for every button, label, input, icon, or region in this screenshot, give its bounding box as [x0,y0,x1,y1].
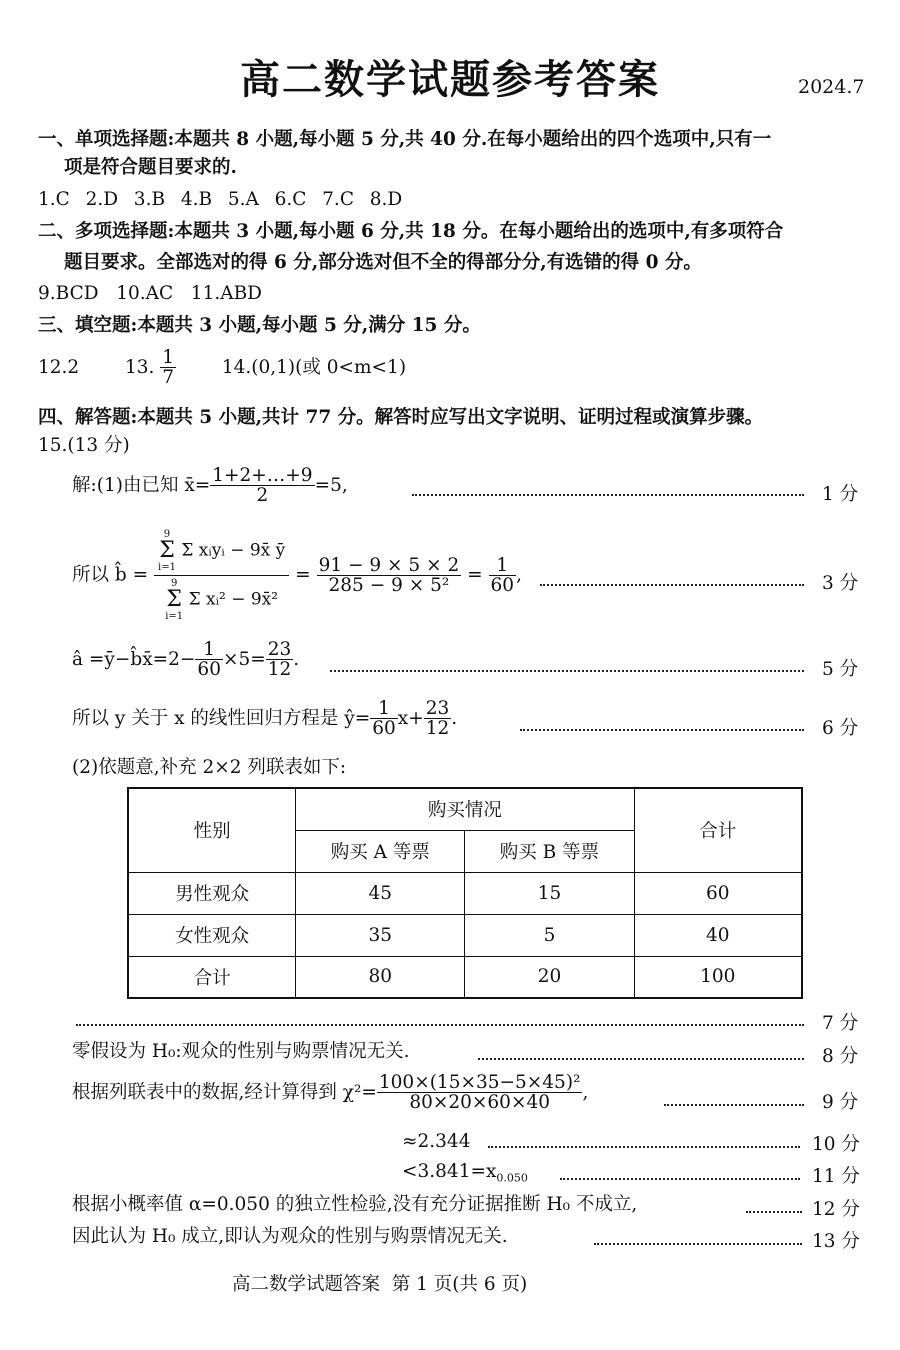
dot-leader [412,494,804,496]
answer-13-fraction: $\frac{1}{7}$ [162,347,175,389]
score-7: 7 分 [822,1013,859,1034]
contingency-table [127,787,803,999]
section1-heading-cont: 项是符合题目要求的. [64,157,237,178]
header-buy-a: 购买 A 等票 [296,830,465,872]
answer-12: 12.2 [38,356,80,378]
q15-bhat-line: 所以 b̂ = 9 Σ i=1 Σ xᵢyᵢ − 9x̄ ȳ 9 Σ i=1 Σ xᵢ² − 9x̄² = $\frac{91 - 9 \times 5 \times 2}{\text{285 − 9 × 5²}}$ = $\frac{1}{60}$ , [72,529,522,622]
score-3: 3 分 [822,573,859,594]
q15-label: 15.(13 分) [38,435,130,456]
dot-leader [488,1146,800,1148]
score-8: 8 分 [822,1046,859,1067]
dot-leader [520,729,804,731]
score-12: 12 分 [812,1199,860,1220]
header-gender: 性别 [128,788,296,872]
section2-heading-cont: 题目要求。全部选对的得 6 分,部分选对但不全的得部分分,有选错的得 0 分。 [64,252,702,273]
answer-14: 14.(0,1)(或 0<m<1) [221,356,407,378]
section2-heading: 二、多项选择题:本题共 3 小题,每小题 6 分,共 18 分。在每小题给出的选项中,有多项符合 [38,221,784,242]
header-total: 合计 [634,788,802,872]
header-purchase: 购买情况 [296,788,634,830]
q15-regression-line: 所以 y 关于 x 的线性回归方程是 ŷ= $\frac{1}{60}$ x+ $\frac{23}{12}$ . [72,698,458,740]
page-footer: 高二数学试题答案 第 1 页(共 6 页) [232,1274,528,1295]
q15-mean-line: 解:(1)由已知 x̄= $\frac{1+2+\dots+9}{2}$ =5, [72,465,348,507]
section1-answers: 1.C 2.D 3.B 4.B 5.A 6.C 7.C 8.D [38,189,403,210]
dot-leader [76,1024,804,1026]
answer-13-label: 13. [124,356,155,378]
critical-value: $<3.841=x_{0.050}$ [402,1161,528,1185]
dot-leader [594,1243,802,1245]
section2-answers: 9.BCD 10.AC 11.ABD [38,283,263,304]
dot-leader [664,1104,804,1106]
section3-heading: 三、填空题:本题共 3 小题,每小题 5 分,满分 15 分。 [38,315,481,336]
independence-test: 根据小概率值 α=0.050 的独立性检验,没有充分证据推断 H₀ 不成立, [72,1194,638,1215]
chi-square-approx: ≈2.344 [402,1131,471,1152]
dot-leader [746,1211,802,1213]
score-13: 13 分 [812,1231,860,1252]
dot-leader [330,670,804,672]
score-1: 1 分 [822,484,859,505]
dot-leader [560,1178,800,1180]
date: 2024.7 [798,76,865,98]
null-hypothesis: 零假设为 H₀:观众的性别与购票情况无关. [72,1041,410,1062]
score-6: 6 分 [822,718,859,739]
score-10: 10 分 [812,1134,860,1155]
q15-ahat-line: â =ȳ−b̂x̄=2− $\frac{1}{60}$ ×5= $\frac{23}{12}$ . [72,639,300,681]
header-buy-b: 购买 B 等票 [465,830,634,872]
dot-leader [540,584,804,586]
dot-leader [478,1058,804,1060]
page-title: 高二数学试题参考答案 [240,56,660,103]
score-5: 5 分 [822,659,859,680]
conclusion: 因此认为 H₀ 成立,即认为观众的性别与购票情况无关. [72,1226,508,1247]
section4-heading: 四、解答题:本题共 5 小题,共计 77 分。解答时应写出文字说明、证明过程或演算步骤。 [38,407,764,428]
score-9: 9 分 [822,1092,859,1113]
q15-part2-intro: (2)依题意,补充 2×2 列联表如下: [72,757,347,778]
chi-square-line: 根据列联表中的数据,经计算得到 χ²= $\frac{\text{100×(15×35−5×45)²}}{80\times 20\times 60\times 40}$ , [72,1072,589,1114]
table-row: 女性观众 35 5 40 [128,914,802,956]
fill-answers [38,348,406,388]
table-row: 合计 80 20 100 [128,956,802,998]
section1-heading: 一、单项选择题:本题共 8 小题,每小题 5 分,共 40 分.在每小题给出的四个选项中,只有一 [38,129,772,150]
score-11: 11 分 [812,1166,860,1187]
table-row: 男性观众 45 15 60 [128,872,802,914]
